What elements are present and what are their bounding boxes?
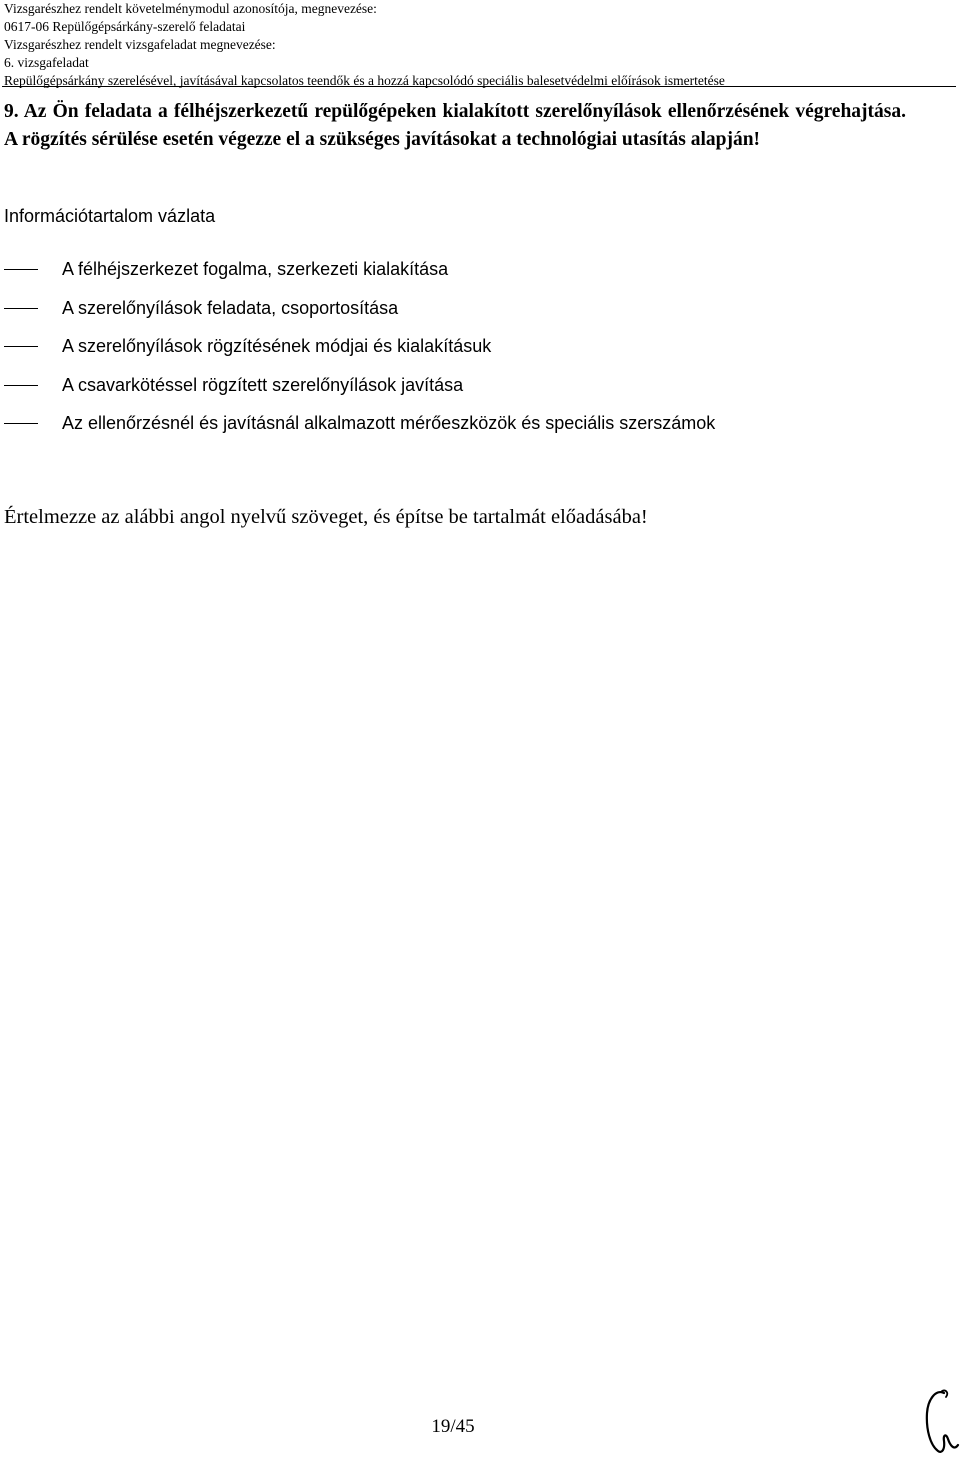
page-header xyxy=(4,0,944,90)
task-title: 9. Az Ön feladata a félhéjszerkezetű repülőgépeken kialakított szerelőnyílások ellenőrzésének végrehajtása. A rögzítés sérülése esetén végezze el a szükséges javításokat a technológiai utasítás alapján! xyxy=(4,101,906,150)
dash-bullet-icon xyxy=(4,346,38,347)
header-divider xyxy=(2,86,956,87)
dash-bullet-icon xyxy=(4,423,38,424)
header-exam-label: Vizsgarészhez rendelt vizsgafeladat megnevezése: xyxy=(4,37,276,52)
header-exam-name: Repülőgépsárkány szerelésével, javításával kapcsolatos teendők és a hozzá kapcsolódó speciális balesetvédelmi előírások ismertetése xyxy=(4,73,725,88)
list-item-text: Az ellenőrzésnél és javításnál alkalmazott mérőeszközök és speciális szerszámok xyxy=(62,413,716,433)
list-item xyxy=(0,256,900,295)
dash-bullet-icon xyxy=(4,385,38,386)
header-module-name: 0617-06 Repülőgépsárkány-szerelő feladatai xyxy=(4,19,246,34)
dash-bullet-icon xyxy=(4,269,38,270)
list-item-text: A félhéjszerkezet fogalma, szerkezeti kialakítása xyxy=(62,259,449,279)
signature-icon xyxy=(918,1385,960,1457)
page-number: 19/45 xyxy=(431,1416,475,1437)
dash-bullet-icon xyxy=(4,308,38,309)
outline-list xyxy=(0,256,900,449)
instruction-text: Értelmezze az alábbi angol nyelvű szöveget, és építse be tartalmát előadásába! xyxy=(4,506,648,528)
list-item xyxy=(0,333,900,372)
list-item xyxy=(0,372,900,411)
list-item xyxy=(0,295,900,334)
header-module-label: Vizsgarészhez rendelt követelménymodul azonosítója, megnevezése: xyxy=(4,1,377,16)
list-item-text: A szerelőnyílások feladata, csoportosítása xyxy=(62,297,399,318)
list-item xyxy=(0,410,900,449)
header-exam-number: 6. vizsgafeladat xyxy=(4,55,89,70)
list-item-text: A csavarkötéssel rögzített szerelőnyílások javítása xyxy=(62,374,464,395)
list-item-text: A szerelőnyílások rögzítésének módjai és kialakításuk xyxy=(62,336,492,356)
outline-heading: Információtartalom vázlata xyxy=(4,206,216,226)
